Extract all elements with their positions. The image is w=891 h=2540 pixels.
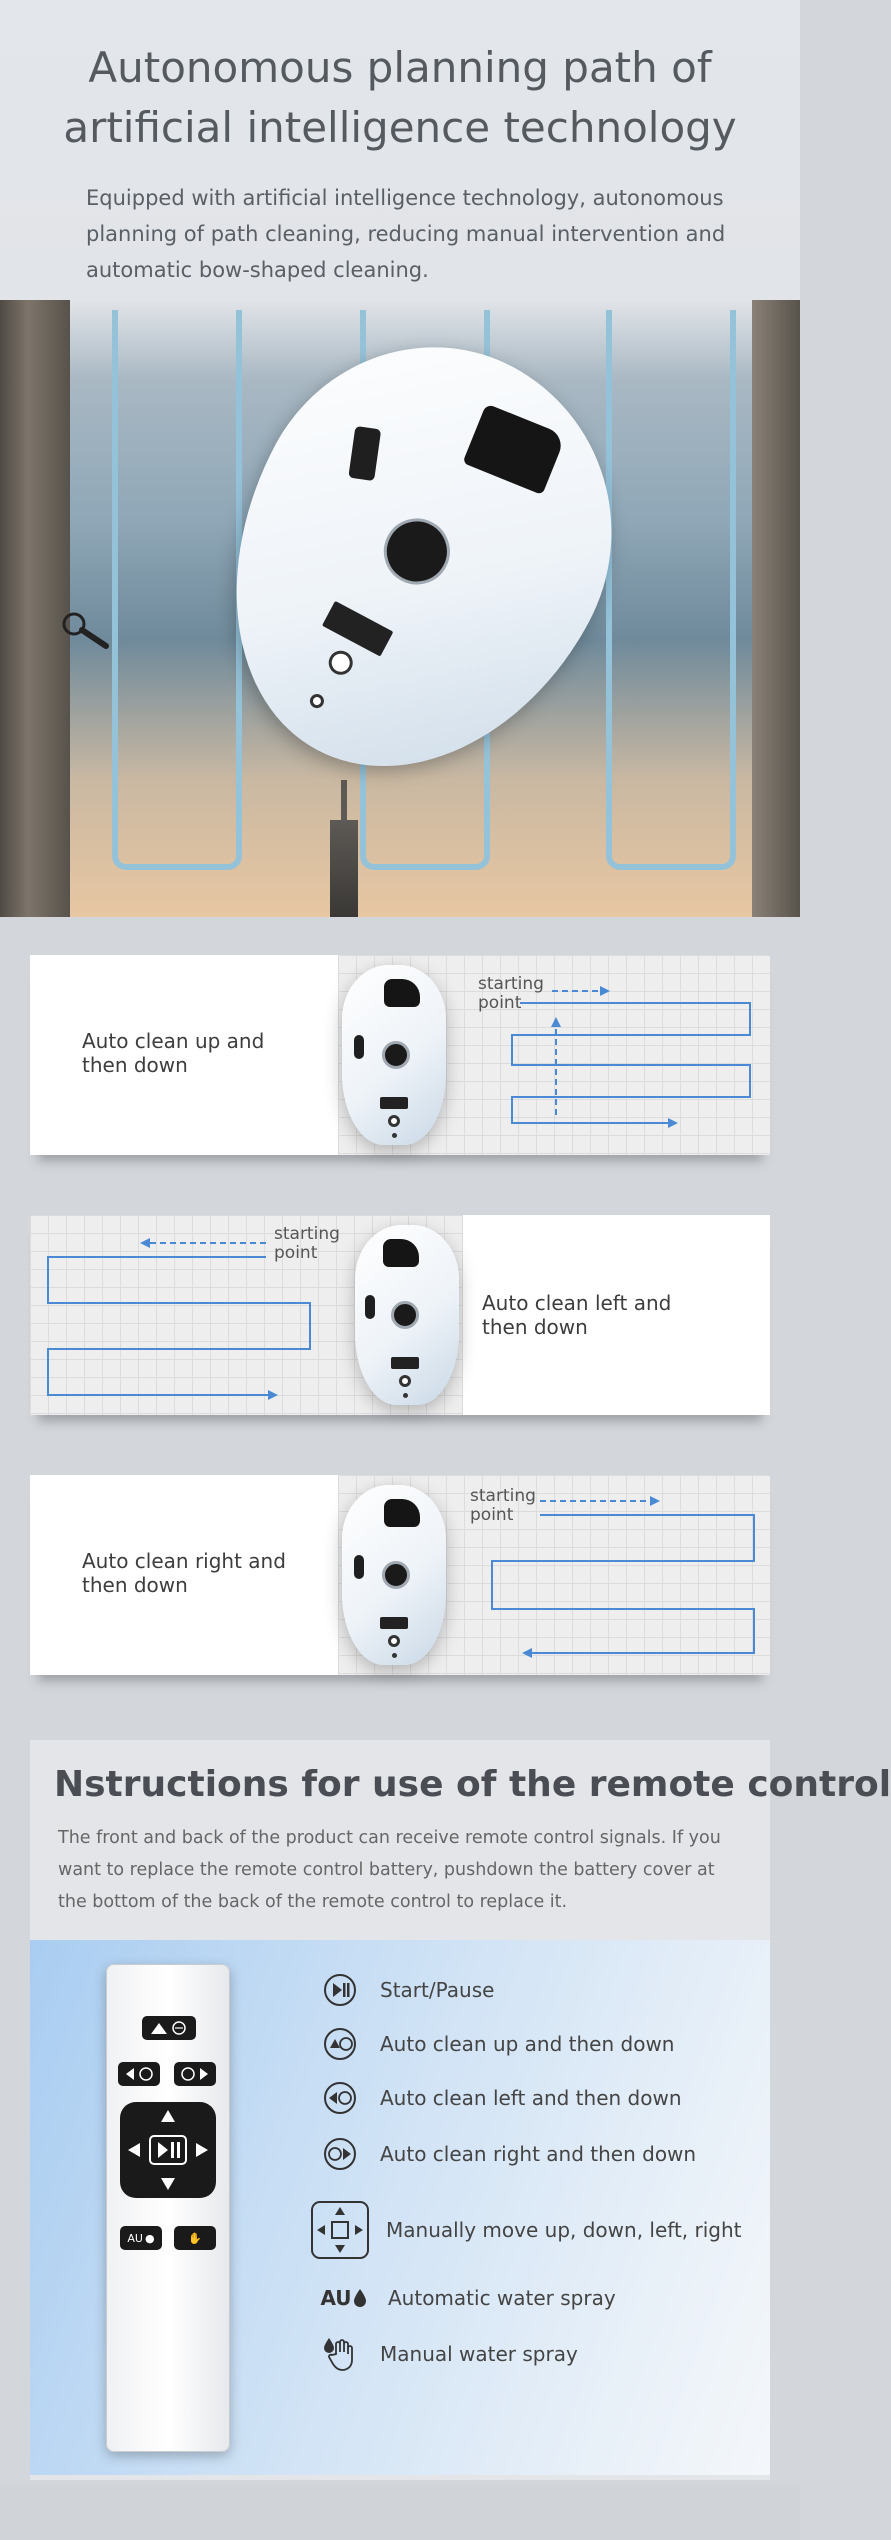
legend-label: Manual water spray [380, 2342, 578, 2366]
remote-manual-spray-button: ✋ [174, 2226, 216, 2250]
mode-label-left-down: Auto clean left and then down [482, 1291, 672, 1339]
mode-label-right-down: Auto clean right and then down [82, 1549, 286, 1597]
skyline-tower [330, 820, 358, 917]
remote-illustration-area [30, 1940, 770, 2475]
legend-row [320, 2134, 696, 2174]
legend-row [320, 1970, 494, 2010]
play-pause-icon [320, 1970, 360, 2010]
remote-section-description: The front and back of the product can receive remote control signals. If you want to replace the remote control battery, pushdown the battery cover at the bottom of the back of the remote control to replace it. [58, 1828, 721, 1912]
path-diagram-right-down [30, 1475, 770, 1675]
left-down-mode-icon [320, 2078, 360, 2118]
starting-point-label: starting point [274, 1224, 340, 1263]
remote-left-down-mode-button [118, 2062, 160, 2086]
legend-row [320, 2024, 674, 2064]
window-frame-right [752, 300, 800, 917]
legend-label: Start/Pause [380, 1978, 495, 2002]
direction-pad-icon [310, 2200, 370, 2260]
hero-section [0, 0, 800, 917]
remote-instructions-section [30, 1740, 891, 2480]
up-down-mode-icon [320, 2024, 360, 2064]
remote-section-title: Nstructions for use of the remote control [54, 1764, 891, 1805]
hero-description: Equipped with artificial intelligence technology, autonomous planning of path cleaning, reducing manual intervention and automatic bow-shaped cleaning. [86, 186, 726, 282]
hero-title-line2: artificial intelligence technology [63, 103, 737, 152]
manual-water-spray-icon [320, 2334, 360, 2374]
mode-label-up-down: Auto clean up and then down [82, 1029, 265, 1077]
page-footer-strip [0, 2487, 800, 2540]
skyline-antenna [341, 780, 347, 822]
legend-label: Auto clean left and then down [380, 2086, 682, 2110]
path-diagram-up-down [30, 955, 770, 1155]
legend-row [320, 2078, 682, 2118]
window-frame-left [0, 300, 70, 917]
hero-title [0, 38, 800, 158]
path-diagram-left-down [30, 1215, 770, 1415]
legend-label: Auto clean up and then down [380, 2032, 675, 2056]
legend-label: Manually move up, down, left, right [386, 2218, 742, 2242]
remote-up-down-mode-button [142, 2016, 196, 2040]
starting-point-label: starting point [478, 974, 544, 1013]
remote-direction-pad [120, 2102, 216, 2198]
legend-label: Automatic water spray [388, 2286, 616, 2310]
window-handle-icon [60, 610, 110, 650]
legend-label: Auto clean right and then down [380, 2142, 697, 2166]
remote-control-image [106, 1964, 230, 2452]
starting-point-label: starting point [470, 1486, 536, 1525]
mode-panel-left-down [30, 1215, 770, 1415]
window-pane-outline [606, 310, 736, 870]
mode-panel-up-down [30, 955, 770, 1155]
legend-row [320, 2200, 742, 2260]
hero-title-line1: Autonomous planning path of [88, 43, 712, 92]
right-down-mode-icon [320, 2134, 360, 2174]
mode-panel-right-down [30, 1475, 770, 1675]
legend-row [320, 2334, 578, 2374]
remote-auto-spray-button: AU ● [120, 2226, 162, 2250]
auto-water-spray-icon: AU [314, 2278, 374, 2318]
legend-row [320, 2278, 616, 2318]
remote-right-down-mode-button [174, 2062, 216, 2086]
